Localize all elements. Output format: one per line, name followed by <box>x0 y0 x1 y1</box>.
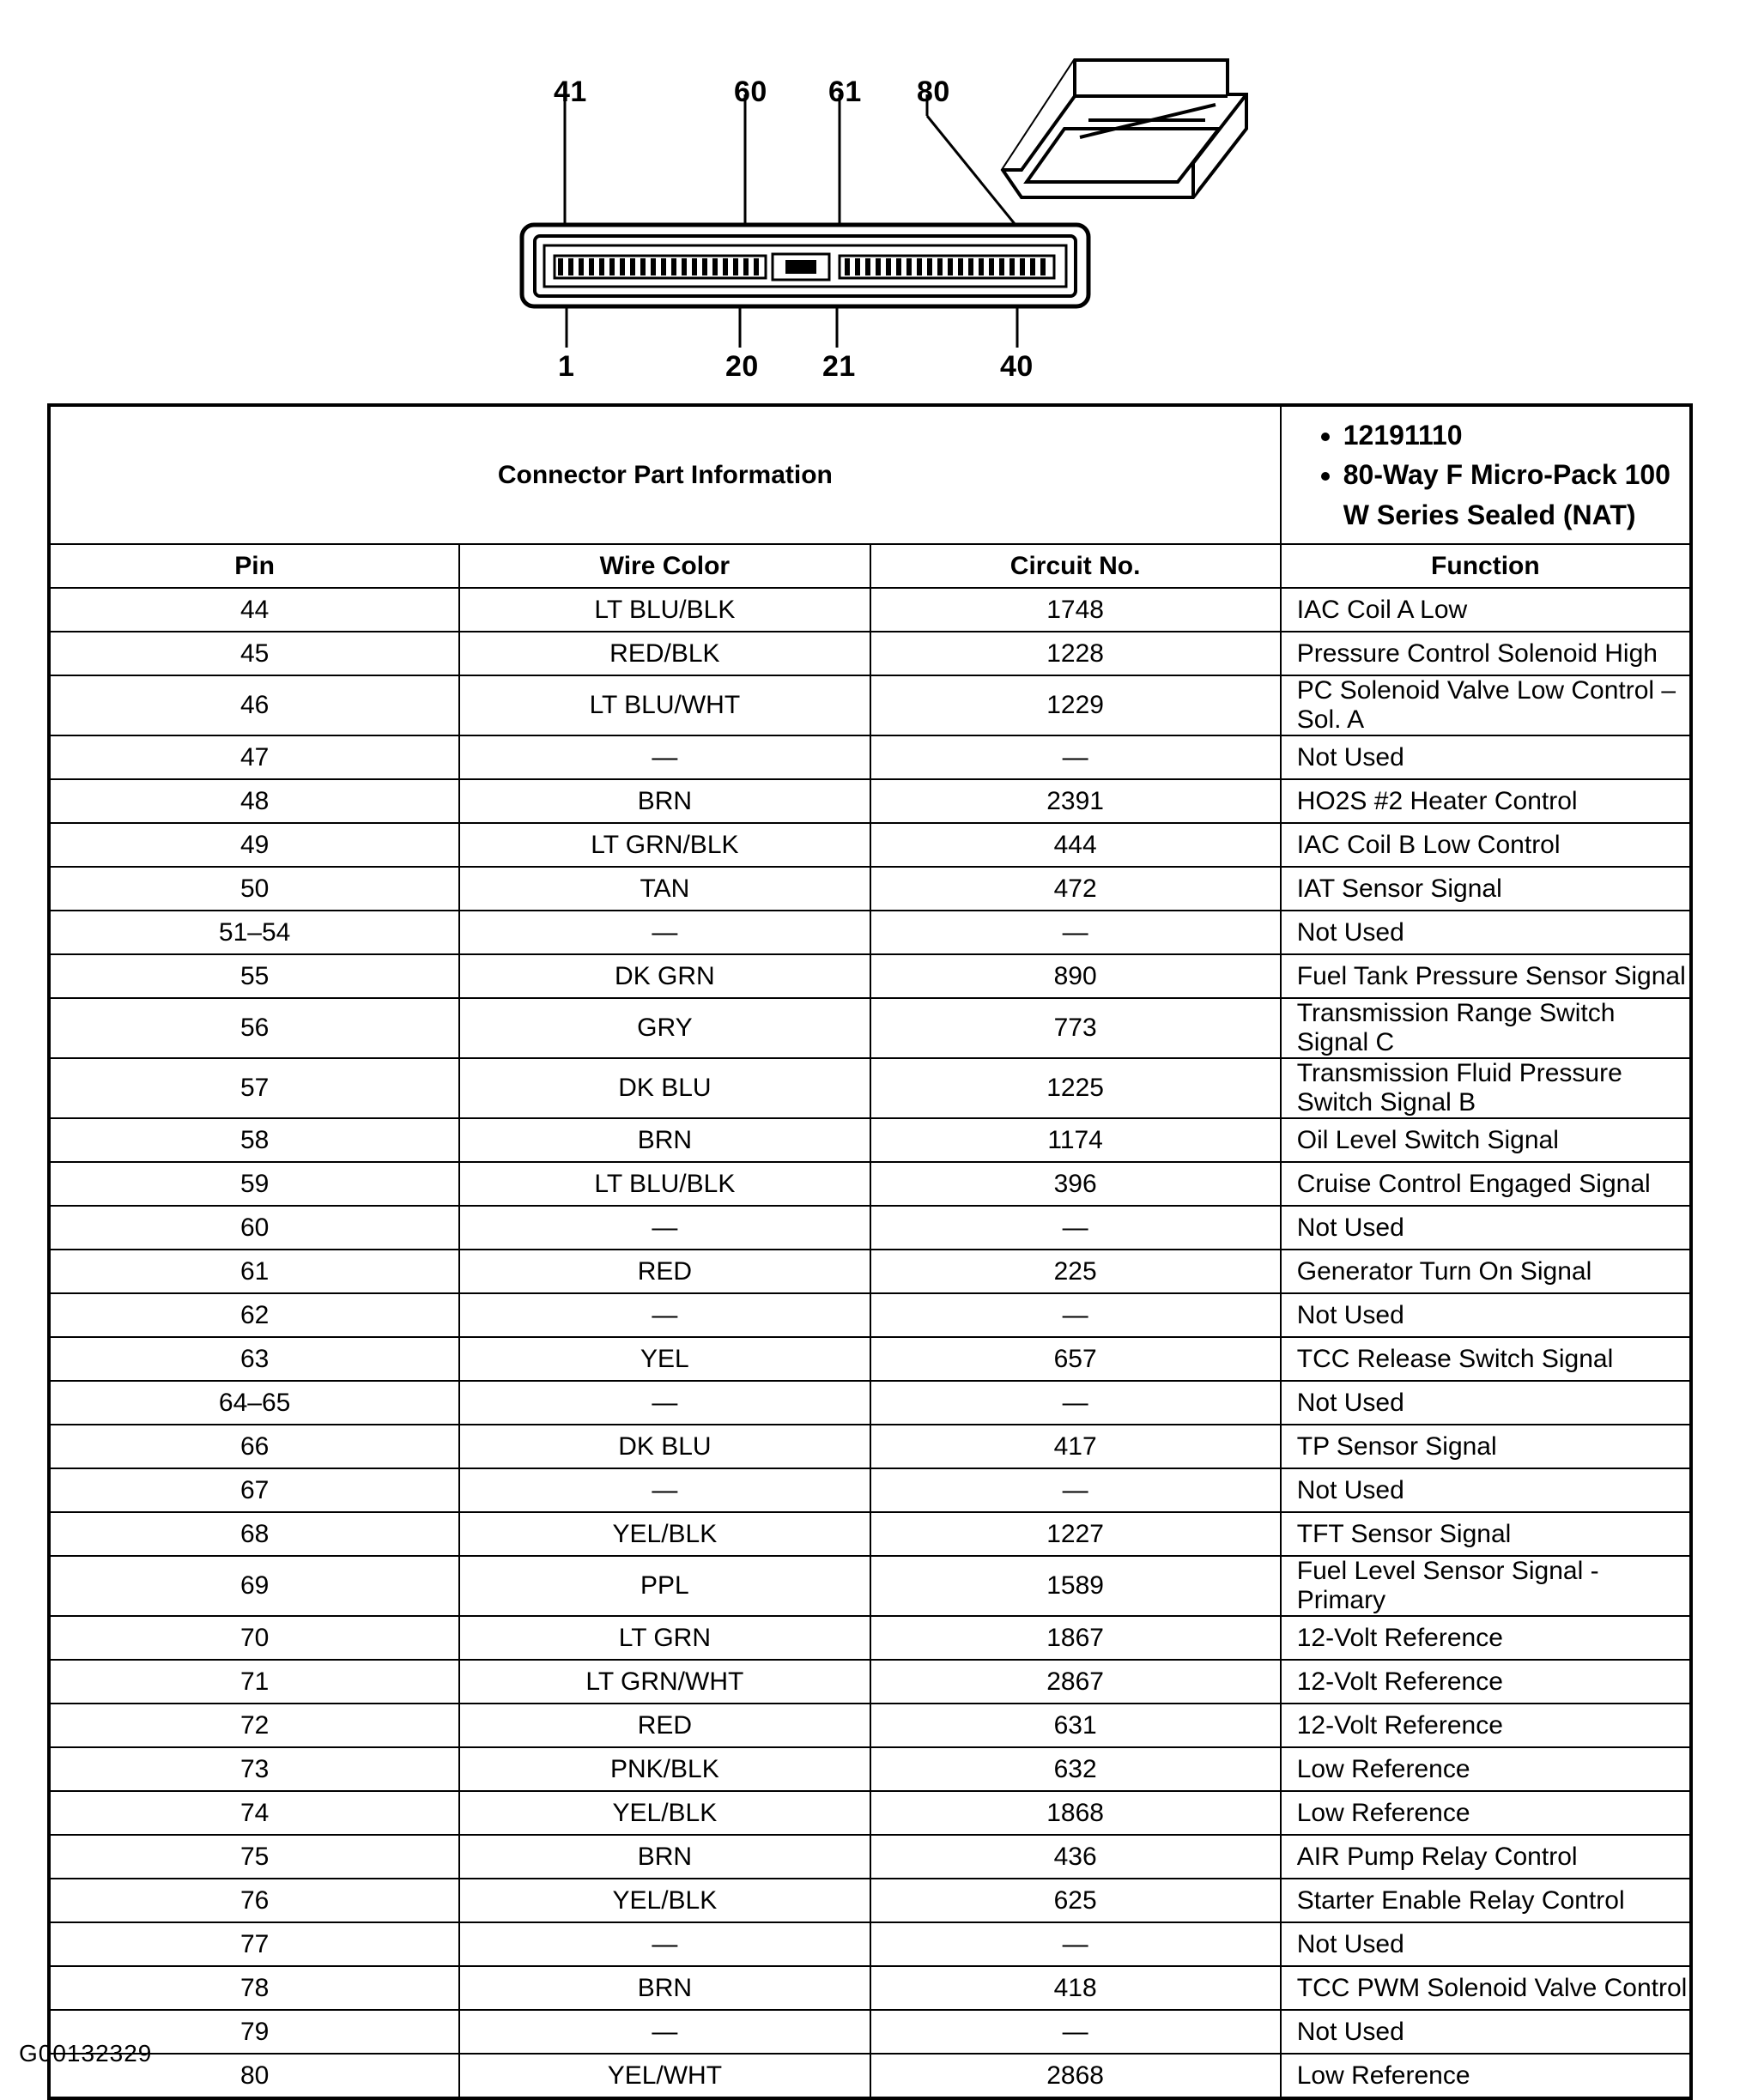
table-row <box>49 1747 1691 1791</box>
cell-wire-color: LT GRN <box>459 1616 870 1660</box>
table-row <box>49 1835 1691 1879</box>
cell-function: Transmission Fluid Pressure Switch Signal B <box>1281 1058 1691 1118</box>
cell-circuit-no: 396 <box>870 1162 1281 1206</box>
cell-pin: 49 <box>49 823 459 867</box>
cell-circuit-no: 1867 <box>870 1616 1281 1660</box>
cell-circuit-no: 1228 <box>870 632 1281 675</box>
cell-function: TP Sensor Signal <box>1281 1425 1691 1468</box>
table-row <box>49 1966 1691 2010</box>
cell-pin: 75 <box>49 1835 459 1879</box>
cell-pin: 59 <box>49 1162 459 1206</box>
cell-wire-color: PNK/BLK <box>459 1747 870 1791</box>
cell-circuit-no: 1225 <box>870 1058 1281 1118</box>
table-row <box>49 911 1691 954</box>
part-info-item: • 12191110 <box>1343 415 1689 455</box>
table-row <box>49 779 1691 823</box>
cell-circuit-no: 225 <box>870 1250 1281 1293</box>
table-row <box>49 1660 1691 1704</box>
cell-wire-color: LT GRN/BLK <box>459 823 870 867</box>
cell-wire-color: LT BLU/BLK <box>459 1162 870 1206</box>
cell-pin: 80 <box>49 2054 459 2098</box>
connector-illustration <box>0 0 1740 403</box>
cell-function: Low Reference <box>1281 2054 1691 2098</box>
table-row <box>49 1512 1691 1556</box>
table-row <box>49 998 1691 1058</box>
cell-wire-color: DK GRN <box>459 954 870 998</box>
cell-wire-color: BRN <box>459 1835 870 1879</box>
table-row <box>49 2054 1691 2098</box>
cell-wire-color: DK BLU <box>459 1058 870 1118</box>
cell-circuit-no: 1748 <box>870 588 1281 632</box>
cell-function: HO2S #2 Heater Control <box>1281 779 1691 823</box>
table-row <box>49 1425 1691 1468</box>
cell-wire-color: YEL/BLK <box>459 1791 870 1835</box>
cell-pin: 48 <box>49 779 459 823</box>
connector-isometric <box>1003 60 1246 197</box>
cell-circuit-no: — <box>870 735 1281 779</box>
cell-wire-color: — <box>459 1293 870 1337</box>
connector-diagram <box>0 0 1740 403</box>
cell-pin: 70 <box>49 1616 459 1660</box>
cell-function: Transmission Range Switch Signal C <box>1281 998 1691 1058</box>
cell-wire-color: YEL/BLK <box>459 1512 870 1556</box>
callout-top-41: 41 <box>554 76 587 108</box>
cell-circuit-no: 1589 <box>870 1556 1281 1616</box>
table-row <box>49 1922 1691 1966</box>
cell-wire-color: TAN <box>459 867 870 911</box>
callout-top-80: 80 <box>917 76 950 108</box>
cell-circuit-no: — <box>870 2010 1281 2054</box>
cell-wire-color: BRN <box>459 1966 870 2010</box>
table-row <box>49 1250 1691 1293</box>
cell-wire-color: LT BLU/WHT <box>459 675 870 735</box>
cell-circuit-no: 2867 <box>870 1660 1281 1704</box>
table-row <box>49 867 1691 911</box>
cell-pin: 56 <box>49 998 459 1058</box>
cell-function: PC Solenoid Valve Low Control – Sol. A <box>1281 675 1691 735</box>
callout-bottom-21: 21 <box>822 350 856 383</box>
table-row <box>49 588 1691 632</box>
cell-function: Not Used <box>1281 1293 1691 1337</box>
cell-function: Not Used <box>1281 1206 1691 1250</box>
pinout-table <box>47 403 1693 2100</box>
cell-function: IAC Coil A Low <box>1281 588 1691 632</box>
cell-circuit-no: — <box>870 1293 1281 1337</box>
cell-function: Not Used <box>1281 1468 1691 1512</box>
cell-pin: 60 <box>49 1206 459 1250</box>
cell-circuit-no: 632 <box>870 1747 1281 1791</box>
table-row <box>49 675 1691 735</box>
cell-function: TCC PWM Solenoid Valve Control <box>1281 1966 1691 2010</box>
cell-circuit-no: 418 <box>870 1966 1281 2010</box>
column-header-wire-color: Wire Color <box>459 544 870 588</box>
cell-pin: 61 <box>49 1250 459 1293</box>
cell-pin: 79 <box>49 2010 459 2054</box>
callout-top-60: 60 <box>734 76 767 108</box>
callout-top-61: 61 <box>828 76 862 108</box>
column-header-row <box>49 544 1691 588</box>
cell-circuit-no: 2868 <box>870 2054 1281 2098</box>
table-row <box>49 2010 1691 2054</box>
table-row <box>49 735 1691 779</box>
cell-function: TFT Sensor Signal <box>1281 1512 1691 1556</box>
cell-pin: 68 <box>49 1512 459 1556</box>
cell-function: 12-Volt Reference <box>1281 1704 1691 1747</box>
cell-pin: 62 <box>49 1293 459 1337</box>
cell-pin: 46 <box>49 675 459 735</box>
figure-id: G00132329 <box>19 2040 153 2067</box>
cell-circuit-no: — <box>870 1922 1281 1966</box>
cell-wire-color: — <box>459 735 870 779</box>
table-row <box>49 1162 1691 1206</box>
cell-wire-color: — <box>459 1922 870 1966</box>
cell-circuit-no: 444 <box>870 823 1281 867</box>
table-row <box>49 1058 1691 1118</box>
table-row <box>49 632 1691 675</box>
cell-wire-color: — <box>459 1206 870 1250</box>
cell-circuit-no: — <box>870 1468 1281 1512</box>
callout-bottom-40: 40 <box>1000 350 1034 383</box>
cell-circuit-no: 2391 <box>870 779 1281 823</box>
cell-wire-color: BRN <box>459 779 870 823</box>
cell-pin: 74 <box>49 1791 459 1835</box>
cell-pin: 50 <box>49 867 459 911</box>
cell-function: AIR Pump Relay Control <box>1281 1835 1691 1879</box>
cell-wire-color: RED <box>459 1250 870 1293</box>
table-row <box>49 1616 1691 1660</box>
cell-wire-color: YEL/WHT <box>459 2054 870 2098</box>
cell-pin: 76 <box>49 1879 459 1922</box>
cell-circuit-no: — <box>870 911 1281 954</box>
cell-pin: 72 <box>49 1704 459 1747</box>
cell-circuit-no: 472 <box>870 867 1281 911</box>
cell-wire-color: RED/BLK <box>459 632 870 675</box>
cell-function: Generator Turn On Signal <box>1281 1250 1691 1293</box>
cell-function: TCC Release Switch Signal <box>1281 1337 1691 1381</box>
cell-circuit-no: 631 <box>870 1704 1281 1747</box>
cell-circuit-no: — <box>870 1206 1281 1250</box>
table-row <box>49 1337 1691 1381</box>
cell-pin: 63 <box>49 1337 459 1381</box>
cell-function: Low Reference <box>1281 1791 1691 1835</box>
cell-pin: 77 <box>49 1922 459 1966</box>
cell-wire-color: — <box>459 1381 870 1425</box>
cell-pin: 73 <box>49 1747 459 1791</box>
pinout-table-wrapper <box>47 403 1693 2100</box>
callout-bottom-20: 20 <box>725 350 759 383</box>
table-row <box>49 954 1691 998</box>
cell-function: Pressure Control Solenoid High <box>1281 632 1691 675</box>
table-row <box>49 1206 1691 1250</box>
cell-pin: 64–65 <box>49 1381 459 1425</box>
cell-pin: 71 <box>49 1660 459 1704</box>
cell-circuit-no: 773 <box>870 998 1281 1058</box>
cell-function: Not Used <box>1281 1922 1691 1966</box>
part-info-row <box>49 405 1691 544</box>
cell-wire-color: DK BLU <box>459 1425 870 1468</box>
cell-wire-color: RED <box>459 1704 870 1747</box>
cell-function: Starter Enable Relay Control <box>1281 1879 1691 1922</box>
cell-pin: 55 <box>49 954 459 998</box>
cell-function: IAT Sensor Signal <box>1281 867 1691 911</box>
cell-pin: 58 <box>49 1118 459 1162</box>
cell-pin: 44 <box>49 588 459 632</box>
cell-circuit-no: 436 <box>870 1835 1281 1879</box>
cell-function: Fuel Tank Pressure Sensor Signal <box>1281 954 1691 998</box>
cell-pin: 69 <box>49 1556 459 1616</box>
cell-circuit-no: 890 <box>870 954 1281 998</box>
cell-function: Not Used <box>1281 911 1691 954</box>
cell-function: Not Used <box>1281 2010 1691 2054</box>
column-header-function: Function <box>1281 544 1691 588</box>
cell-pin: 47 <box>49 735 459 779</box>
cell-circuit-no: 1868 <box>870 1791 1281 1835</box>
cell-function: Not Used <box>1281 1381 1691 1425</box>
cell-wire-color: — <box>459 2010 870 2054</box>
cell-circuit-no: 1227 <box>870 1512 1281 1556</box>
table-row <box>49 1879 1691 1922</box>
column-header-circuit-no: Circuit No. <box>870 544 1281 588</box>
cell-function: Oil Level Switch Signal <box>1281 1118 1691 1162</box>
cell-wire-color: — <box>459 1468 870 1512</box>
cell-circuit-no: 625 <box>870 1879 1281 1922</box>
cell-wire-color: BRN <box>459 1118 870 1162</box>
table-row <box>49 1293 1691 1337</box>
cell-pin: 66 <box>49 1425 459 1468</box>
cell-function: IAC Coil B Low Control <box>1281 823 1691 867</box>
part-info-list-cell <box>1281 405 1691 544</box>
part-info-list <box>1311 415 1689 535</box>
column-header-pin: Pin <box>49 544 459 588</box>
cell-wire-color: YEL/BLK <box>459 1879 870 1922</box>
table-row <box>49 1118 1691 1162</box>
cell-wire-color: YEL <box>459 1337 870 1381</box>
cell-function: Not Used <box>1281 735 1691 779</box>
cell-wire-color: LT GRN/WHT <box>459 1660 870 1704</box>
table-row <box>49 1381 1691 1425</box>
table-row <box>49 1556 1691 1616</box>
cell-wire-color: LT BLU/BLK <box>459 588 870 632</box>
cell-function: 12-Volt Reference <box>1281 1616 1691 1660</box>
cell-circuit-no: 1229 <box>870 675 1281 735</box>
cell-pin: 51–54 <box>49 911 459 954</box>
part-info-item: • 80-Way F Micro-Pack 100 W Series Sealed (NAT) <box>1343 455 1689 535</box>
cell-circuit-no: 657 <box>870 1337 1281 1381</box>
cell-wire-color: — <box>459 911 870 954</box>
cell-pin: 78 <box>49 1966 459 2010</box>
cell-pin: 57 <box>49 1058 459 1118</box>
part-info-header: Connector Part Information <box>49 405 1281 544</box>
cell-circuit-no: — <box>870 1381 1281 1425</box>
cell-pin: 45 <box>49 632 459 675</box>
cell-function: Low Reference <box>1281 1747 1691 1791</box>
table-row <box>49 1704 1691 1747</box>
cell-circuit-no: 1174 <box>870 1118 1281 1162</box>
cell-function: Fuel Level Sensor Signal - Primary <box>1281 1556 1691 1616</box>
cell-circuit-no: 417 <box>870 1425 1281 1468</box>
callout-bottom-1: 1 <box>558 350 575 383</box>
table-row <box>49 1791 1691 1835</box>
cell-function: Cruise Control Engaged Signal <box>1281 1162 1691 1206</box>
cell-wire-color: PPL <box>459 1556 870 1616</box>
table-row <box>49 1468 1691 1512</box>
cell-wire-color: GRY <box>459 998 870 1058</box>
cell-pin: 67 <box>49 1468 459 1512</box>
table-row <box>49 823 1691 867</box>
cell-function: 12-Volt Reference <box>1281 1660 1691 1704</box>
